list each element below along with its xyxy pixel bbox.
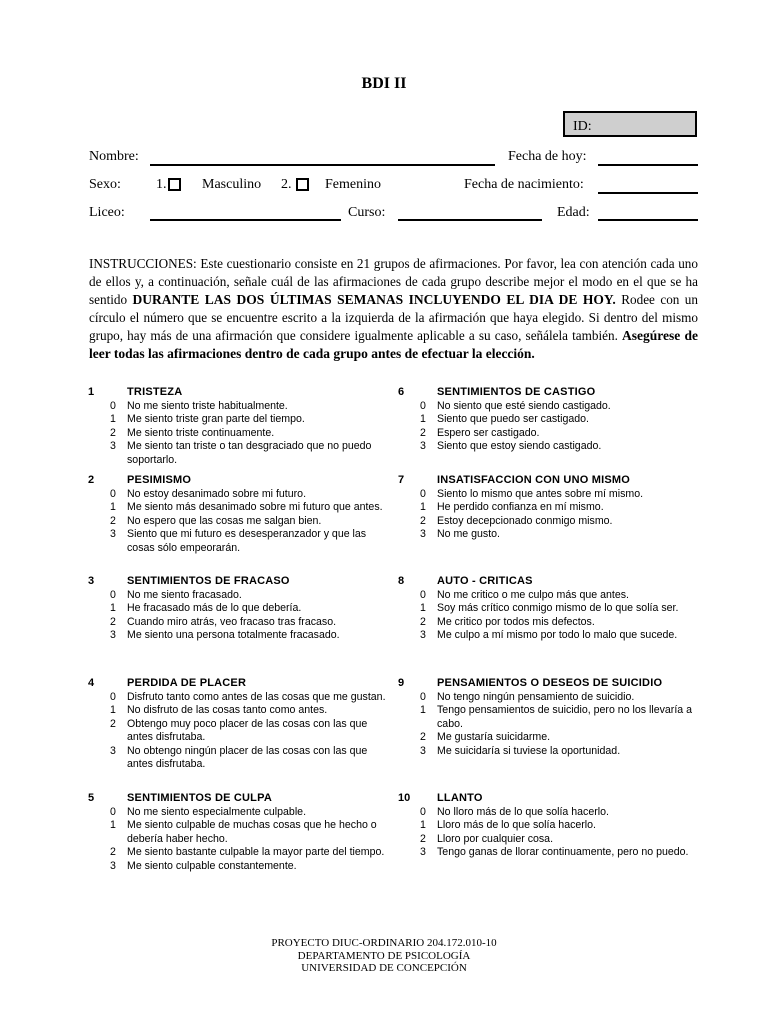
item-title: SENTIMIENTOS DE FRACASO: [127, 575, 290, 587]
option-text: Me siento más desanimado sobre mi futuro que antes.: [127, 501, 383, 514]
option-text: Obtengo muy poco placer de las cosas con las que antes disfrutaba.: [127, 717, 368, 744]
option-text: Me siento tan triste o tan desgraciado que no puedo soportarlo.: [127, 440, 372, 466]
item-group: [398, 677, 692, 758]
option-text: No espero que las cosas me salgan bien.: [127, 514, 322, 527]
option-number: 2: [110, 846, 116, 859]
option-number: 1: [110, 602, 116, 615]
option-number: 0: [110, 488, 116, 500]
item-option[interactable]: [88, 413, 378, 426]
option-number: 3: [110, 629, 116, 642]
option-text: Siento que puedo ser castigado.: [437, 413, 589, 426]
option-text: Me siento bastante culpable la mayor parte del tiempo.: [127, 846, 385, 859]
item-option[interactable]: [398, 602, 688, 615]
option-number: 1: [110, 413, 116, 426]
item-title: PENSAMIENTOS O DESEOS DE SUICIDIO: [437, 677, 663, 689]
option-number: 3: [110, 440, 116, 453]
item-option[interactable]: [88, 629, 378, 642]
option-text: Espero ser castigado.: [437, 426, 540, 439]
option-number: 0: [420, 691, 426, 703]
item-group: [88, 677, 386, 771]
option-number: 3: [110, 859, 116, 872]
item-number: 10: [398, 792, 411, 804]
item-option[interactable]: [88, 616, 378, 629]
option-text: Me siento triste gran parte del tiempo.: [127, 413, 305, 426]
instructions-emphasis-1: DURANTE LAS DOS ÚLTIMAS SEMANAS INCLUYENDO EL DIA DE HOY.: [132, 292, 616, 307]
option-text: Me gustaría suicidarme.: [437, 731, 551, 744]
item-group: [398, 792, 688, 860]
option-number: 1: [110, 501, 116, 514]
option-text: Me critico por todos mis defectos.: [437, 615, 595, 628]
option-text: Me suicidaría si tuviese la oportunidad.: [437, 744, 621, 757]
edad-label: Edad:: [557, 205, 590, 220]
item-option[interactable]: [398, 745, 688, 758]
item-group: [398, 474, 688, 542]
item-title: SENTIMIENTOS DE CULPA: [127, 792, 272, 804]
option-number: 3: [420, 528, 426, 541]
fecha-hoy-input-line[interactable]: [598, 164, 698, 166]
option-number: 1: [110, 819, 116, 832]
item-option[interactable]: [398, 413, 688, 426]
option-number: 3: [420, 440, 426, 453]
item-option[interactable]: [88, 745, 378, 772]
item-number: 1: [88, 386, 95, 398]
option-text: Me siento triste continuamente.: [127, 426, 275, 439]
option-number: 3: [420, 629, 426, 642]
option-number: 1: [420, 602, 426, 615]
item-option[interactable]: [88, 860, 378, 873]
masculino-label: Masculino: [202, 177, 262, 192]
option-number: 1: [110, 704, 116, 717]
option-number: 2: [420, 731, 426, 744]
option-number: 0: [110, 589, 116, 601]
item-number: 4: [88, 677, 95, 689]
item-group: [88, 386, 378, 467]
item-option[interactable]: [88, 691, 386, 704]
nombre-input-line[interactable]: [150, 164, 495, 166]
liceo-label: Liceo:: [89, 205, 125, 220]
option-text: Siento lo mismo que antes sobre mí mismo.: [437, 488, 644, 500]
item-option[interactable]: [88, 806, 378, 819]
item-option[interactable]: [398, 440, 688, 453]
footer-project: PROYECTO DIUC-ORDINARIO 204.172.010-10: [271, 937, 497, 949]
option-text: Tengo pensamientos de suicidio, pero no los llevaría a cabo.: [437, 704, 692, 730]
item-title: INSATISFACCION CON UNO MISMO: [437, 474, 631, 486]
instructions-emphasis-2: Asegúrese de leer todas las afirmaciones dentro de cada grupo antes de efectuar la elección.: [89, 328, 698, 361]
option-text: Soy más crítico conmigo mismo de lo que solía ser.: [437, 602, 679, 615]
item-option[interactable]: [88, 589, 378, 602]
item-group: [88, 474, 383, 555]
item-title: PERDIDA DE PLACER: [127, 677, 247, 689]
footer: [0, 937, 768, 975]
item-number: 6: [398, 386, 405, 398]
item-option[interactable]: [398, 400, 688, 413]
item-option[interactable]: [398, 589, 688, 602]
item-option[interactable]: [398, 629, 688, 642]
masculino-checkbox[interactable]: [168, 178, 181, 191]
fecha-nacimiento-input-line[interactable]: [598, 192, 698, 194]
item-option[interactable]: [88, 602, 378, 615]
item-option[interactable]: [398, 488, 688, 501]
item-option[interactable]: [88, 718, 378, 745]
item-option[interactable]: [398, 528, 688, 541]
option-number: 1: [420, 819, 426, 832]
option-number: 3: [110, 744, 116, 757]
item-group: [398, 575, 688, 643]
option-number: 2: [110, 514, 116, 527]
item-option[interactable]: [398, 515, 688, 528]
option-number: 2: [420, 615, 426, 628]
footer-department: DEPARTAMENTO DE PSICOLOGÍA: [297, 949, 471, 962]
item-option[interactable]: [88, 528, 378, 555]
item-option[interactable]: [88, 515, 378, 528]
option-number: 0: [420, 589, 426, 601]
liceo-input-line[interactable]: [150, 219, 341, 221]
item-group: [88, 575, 378, 643]
option-text: He perdido confianza en mí mismo.: [437, 501, 604, 514]
curso-label: Curso:: [348, 205, 386, 220]
item-title: AUTO - CRITICAS: [437, 575, 533, 587]
option-text: No obtengo ningún placer de las cosas con las que antes disfrutaba.: [127, 744, 368, 771]
option-number: 0: [110, 400, 116, 412]
item-option[interactable]: [88, 846, 385, 859]
item-option[interactable]: [88, 704, 378, 717]
instructions-paragraph: [89, 255, 698, 363]
item-option[interactable]: [398, 846, 688, 859]
option-text: Disfruto tanto como antes de las cosas que me gustan.: [127, 691, 386, 703]
option-number: 2: [420, 514, 426, 527]
curso-input-line[interactable]: [398, 219, 542, 221]
femenino-label: Femenino: [325, 177, 381, 192]
fecha-nacimiento-label: Fecha de nacimiento:: [464, 177, 584, 192]
option-text: Estoy decepcionado conmigo mismo.: [437, 514, 613, 527]
femenino-checkbox[interactable]: [296, 178, 309, 191]
option-number: 0: [420, 488, 426, 500]
option-text: Me siento culpable constantemente.: [127, 859, 297, 872]
option-text: Lloro más de lo que solía hacerlo.: [437, 819, 596, 832]
option-number: 3: [420, 846, 426, 859]
fecha-hoy-label: Fecha de hoy:: [508, 149, 587, 164]
option-number: 2: [110, 426, 116, 439]
item-title: SENTIMIENTOS DE CASTIGO: [437, 386, 596, 398]
option-number: 3: [420, 744, 426, 757]
option-text: No lloro más de lo que solía hacerlo.: [437, 806, 609, 818]
item-option[interactable]: [88, 440, 378, 467]
option-text: He fracasado más de lo que debería.: [127, 602, 302, 615]
document-title: BDI II: [361, 75, 407, 92]
option-text: Siento que estoy siendo castigado.: [437, 440, 602, 453]
option-text: No me gusto.: [437, 528, 501, 541]
option-text: No tengo ningún pensamiento de suicidio.: [437, 691, 635, 703]
item-option[interactable]: [398, 806, 688, 819]
option-number: 2: [110, 615, 116, 628]
item-option[interactable]: [398, 427, 688, 440]
id-field[interactable]: [563, 111, 697, 137]
item-number: 3: [88, 575, 95, 587]
edad-input-line[interactable]: [598, 219, 698, 221]
item-group: [88, 792, 385, 873]
item-option[interactable]: [88, 501, 383, 514]
option-text: No me siento triste habitualmente.: [127, 400, 288, 412]
item-number: 5: [88, 792, 95, 804]
item-title: LLANTO: [437, 792, 483, 804]
option-1-number: 1.: [156, 177, 167, 192]
item-group: [398, 386, 688, 454]
item-number: 7: [398, 474, 405, 486]
instructions-text-1: INSTRUCCIONES: Este cuestionario consiste en 21 grupos de afirmaciones. Por favor, lea con atención cada uno de ellos y, a continuación, señale cuál de las afirmaciones de cada grupo describe mejor el modo en el que se ha sentido: [89, 256, 698, 307]
option-text: Tengo ganas de llorar continuamente, pero no puedo.: [437, 846, 689, 859]
item-option[interactable]: [88, 427, 378, 440]
option-number: 0: [110, 691, 116, 703]
option-text: Me culpo a mí mismo por todo lo malo que sucede.: [437, 629, 678, 642]
option-number: 2: [420, 426, 426, 439]
option-text: Me siento una persona totalmente fracasado.: [127, 629, 340, 642]
option-text: Cuando miro atrás, veo fracaso tras fracaso.: [127, 615, 337, 628]
option-number: 0: [420, 806, 426, 818]
option-number: 0: [110, 806, 116, 818]
option-text: No siento que esté siendo castigado.: [437, 400, 611, 412]
sexo-label: Sexo:: [89, 177, 121, 192]
item-option[interactable]: [88, 400, 378, 413]
item-option[interactable]: [88, 819, 378, 846]
item-option[interactable]: [398, 616, 688, 629]
option-text: No estoy desanimado sobre mi futuro.: [127, 488, 307, 500]
option-number: 2: [110, 717, 116, 730]
option-2-number: 2.: [281, 177, 292, 192]
item-option[interactable]: [398, 819, 688, 832]
option-text: No disfruto de las cosas tanto como antes.: [127, 704, 328, 717]
option-text: No me siento especialmente culpable.: [127, 806, 307, 818]
item-number: 9: [398, 677, 405, 689]
option-number: 0: [420, 400, 426, 412]
option-number: 1: [420, 501, 426, 514]
footer-university: UNIVERSIDAD DE CONCEPCIÓN: [301, 962, 467, 974]
item-number: 8: [398, 575, 405, 587]
option-text: No me siento fracasado.: [127, 589, 242, 601]
id-label: ID:: [573, 119, 592, 134]
item-number: 2: [88, 474, 95, 486]
option-number: 3: [110, 528, 116, 541]
item-option[interactable]: [398, 731, 688, 744]
nombre-label: Nombre:: [89, 149, 139, 164]
option-text: Me siento culpable de muchas cosas que he hecho o debería haber hecho.: [127, 819, 377, 845]
option-number: 1: [420, 413, 426, 426]
option-text: No me critico o me culpo más que antes.: [437, 589, 629, 601]
option-text: Lloro por cualquier cosa.: [437, 832, 554, 845]
instructions-text-2: Rodee con un círculo el número que se encuentre escrito a la izquierda de la afirmación que haya elegido. Si dentro del mismo grupo, hay más de una afirmación que considere igualmente aplicable a su caso, señálela también.: [89, 292, 698, 343]
item-title: TRISTEZA: [127, 386, 183, 398]
item-option[interactable]: [398, 691, 688, 704]
item-option[interactable]: [398, 704, 692, 731]
item-option[interactable]: [88, 488, 378, 501]
item-title: PESIMISMO: [127, 474, 192, 486]
option-text: Siento que mi futuro es desesperanzador y que las cosas sólo empeorarán.: [127, 528, 367, 554]
item-option[interactable]: [398, 501, 688, 514]
option-number: 2: [420, 832, 426, 845]
item-option[interactable]: [398, 833, 688, 846]
option-number: 1: [420, 704, 426, 717]
